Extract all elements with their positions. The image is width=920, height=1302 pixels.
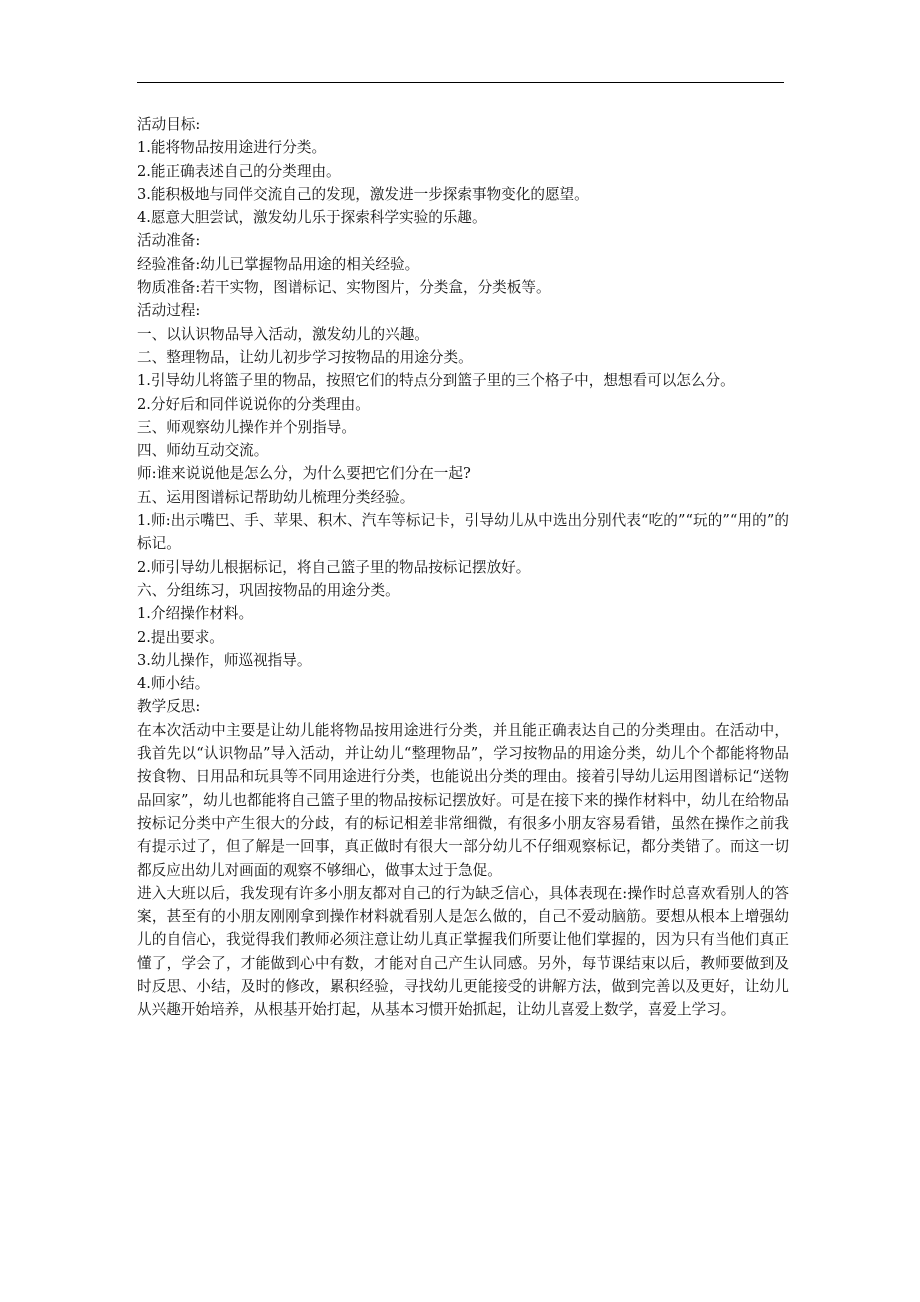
process-step-6-sub-2: 2.提出要求。 [137,628,224,646]
process-step-5-sub-2: 2.师引导幼儿根据标记，将自己篮子里的物品按标记摆放好。 [137,558,531,576]
preparation-materials: 物质准备:若干实物，图谱标记、实物图片，分类盒，分类板等。 [137,279,551,297]
process-step-6-sub-4: 4.师小结。 [137,675,210,693]
heading-goals: 活动目标: [137,116,201,133]
process-step-1: 一、以认识物品导入活动，激发幼儿的兴趣。 [137,325,429,343]
reflection-paragraph-1: 在本次活动中主要是让幼儿能将物品按用途进行分类，并且能正确表达自己的分类理由。在活动中，我首先以“认识物品”导入活动，并让幼儿“整理物品”，学习按物品的用途分类，幼儿个个都能将物品按食物、日用品和玩具等不同用途进行分类，也能说出分类的理由。接着引导幼儿运用图谱标记“送物品回家”，幼儿也都能将自己篮子里的物品按标记摆放好。可是在接下来的操作材料中，幼儿在给物品按标记分类中产生很大的分歧，有的标记相差非常细微，有很多小朋友容易看错，虽然在操作之前我有提示过了，但了解是一回事，真正做时有很大一部分幼儿不仔细观察标记，都分类错了。而这一切都反应出幼儿对画面的观察不够细心，做事太过于急促。 [137,721,789,879]
process-step-4-question: 师:谁来说说他是怎么分，为什么要把它们分在一起? [137,465,471,483]
process-step-2-sub-2: 2.分好后和同伴说说你的分类理由。 [137,395,370,413]
goal-item-3: 3.能积极地与同伴交流自己的发现，激发进一步探索事物变化的愿望。 [137,185,589,203]
process-step-4: 四、师幼互动交流。 [137,442,269,460]
heading-reflection: 教学反思: [137,698,201,716]
process-step-6-sub-3: 3.幼儿操作，师巡视指导。 [137,651,312,669]
goal-item-2: 2.能正确表述自己的分类理由。 [137,162,341,180]
heading-preparation: 活动准备: [137,232,201,250]
header-rule [137,82,784,83]
process-step-3: 三、师观察幼儿操作并个别指导。 [137,418,356,436]
process-step-2-sub-1: 1.引导幼儿将篮子里的物品，按照它们的特点分到篮子里的三个格子中，想想看可以怎么分。 [137,372,735,390]
preparation-experience: 经验准备:幼儿已掌握物品用途的相关经验。 [137,255,420,273]
process-step-2: 二、整理物品，让幼儿初步学习按物品的用途分类。 [137,348,473,366]
goal-item-1: 1.能将物品按用途进行分类。 [137,139,327,157]
heading-process: 活动过程: [137,302,201,320]
process-step-6: 六、分组练习，巩固按物品的用途分类。 [137,581,400,599]
reflection-paragraph-2: 进入大班以后，我发现有许多小朋友都对自己的行为缺乏信心，具体表现在:操作时总喜欢看别人的答案，甚至有的小朋友刚刚拿到操作材料就看别人是怎么做的，自己不爱动脑筋。要想从根本上增强幼儿的自信心，我觉得我们教师必须注意让幼儿真正掌握我们所要让他们掌握的，因为只有当他们真正懂了，学会了，才能做到心中有数，才能对自己产生认同感。另外，每节课结束以后，教师要做到及时反思、小结，及时的修改，累积经验，寻找幼儿更能接受的讲解方法，做到完善以及更好，让幼儿从兴趣开始培养，从根基开始打起，从基本习惯开始抓起，让幼儿喜爱上数学，喜爱上学习。 [137,884,789,1019]
goal-item-4: 4.愿意大胆尝试，激发幼儿乐于探索科学实验的乐趣。 [137,209,487,227]
process-step-5-sub-1: 1.师:出示嘴巴、手、苹果、积木、汽车等标记卡，引导幼儿从中选出分别代表“吃的”“玩的”“用的”的标记。 [137,512,789,553]
process-step-6-sub-1: 1.介绍操作材料。 [137,605,254,623]
document-body [137,113,789,1022]
process-step-5: 五、运用图谱标记帮助幼儿梳理分类经验。 [137,488,415,506]
